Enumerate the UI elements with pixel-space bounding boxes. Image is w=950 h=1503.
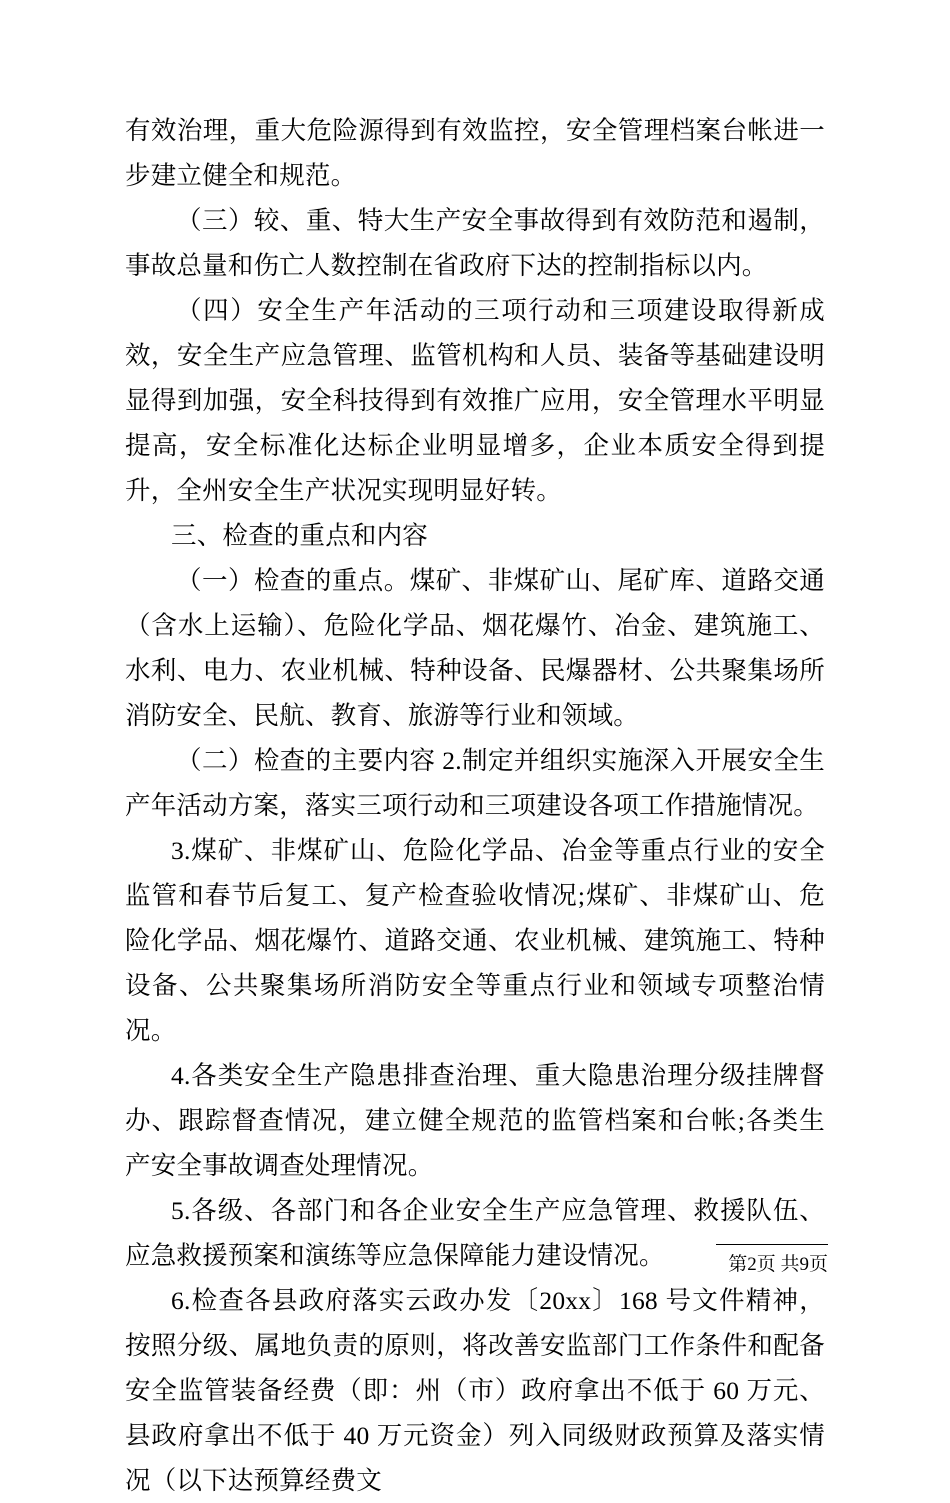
paragraph: 5.各级、各部门和各企业安全生产应急管理、救援队伍、应急救援预案和演练等应急保障能力建设情况。 — [125, 1196, 825, 1270]
page-number: 第2页 共9页 — [716, 1244, 828, 1276]
page-footer — [0, 1244, 950, 1276]
paragraph: （三）较、重、特大生产安全事故得到有效防范和遏制，事故总量和伤亡人数控制在省政府下达的控制指标以内。 — [125, 206, 825, 280]
paragraph: 有效治理，重大危险源得到有效监控，安全管理档案台帐进一步建立健全和规范。 — [125, 116, 825, 190]
paragraph: （二）检查的主要内容 2.制定并组织实施深入开展安全生产年活动方案，落实三项行动和三项建设各项工作措施情况。 — [125, 746, 825, 820]
paragraph: 4.各类安全生产隐患排查治理、重大隐患治理分级挂牌督办、跟踪督查情况，建立健全规范的监管档案和台帐;各类生产安全事故调查处理情况。 — [125, 1061, 825, 1180]
paragraph: 6.检查各县政府落实云政办发〔20xx〕168 号文件精神，按照分级、属地负责的原则，将改善安监部门工作条件和配备安全监管装备经费（即：州（市）政府拿出不低于 60 万元、县政府拿出不低于 40 万元资金）列入同级财政预算及落实情况（以下达预算经费文 — [125, 1286, 825, 1495]
paragraph: （一）检查的重点。煤矿、非煤矿山、尾矿库、道路交通（含水上运输）、危险化学品、烟花爆竹、冶金、建筑施工、水利、电力、农业机械、特种设备、民爆器材、公共聚集场所消防安全、民航、教育、旅游等行业和领域。 — [125, 566, 825, 730]
section-heading: 三、检查的重点和内容 — [171, 521, 429, 550]
paragraph: （四）安全生产年活动的三项行动和三项建设取得新成效，安全生产应急管理、监管机构和人员、装备等基础建设明显得到加强，安全科技得到有效推广应用，安全管理水平明显提高，安全标准化达标企业明显增多，企业本质安全得到提升，全州安全生产状况实现明显好转。 — [125, 296, 825, 505]
document-body — [125, 108, 825, 1503]
paragraph: 3.煤矿、非煤矿山、危险化学品、冶金等重点行业的安全监管和春节后复工、复产检查验收情况;煤矿、非煤矿山、危险化学品、烟花爆竹、道路交通、农业机械、建筑施工、特种设备、公共聚集场所消防安全等重点行业和领域专项整治情况。 — [125, 836, 825, 1045]
